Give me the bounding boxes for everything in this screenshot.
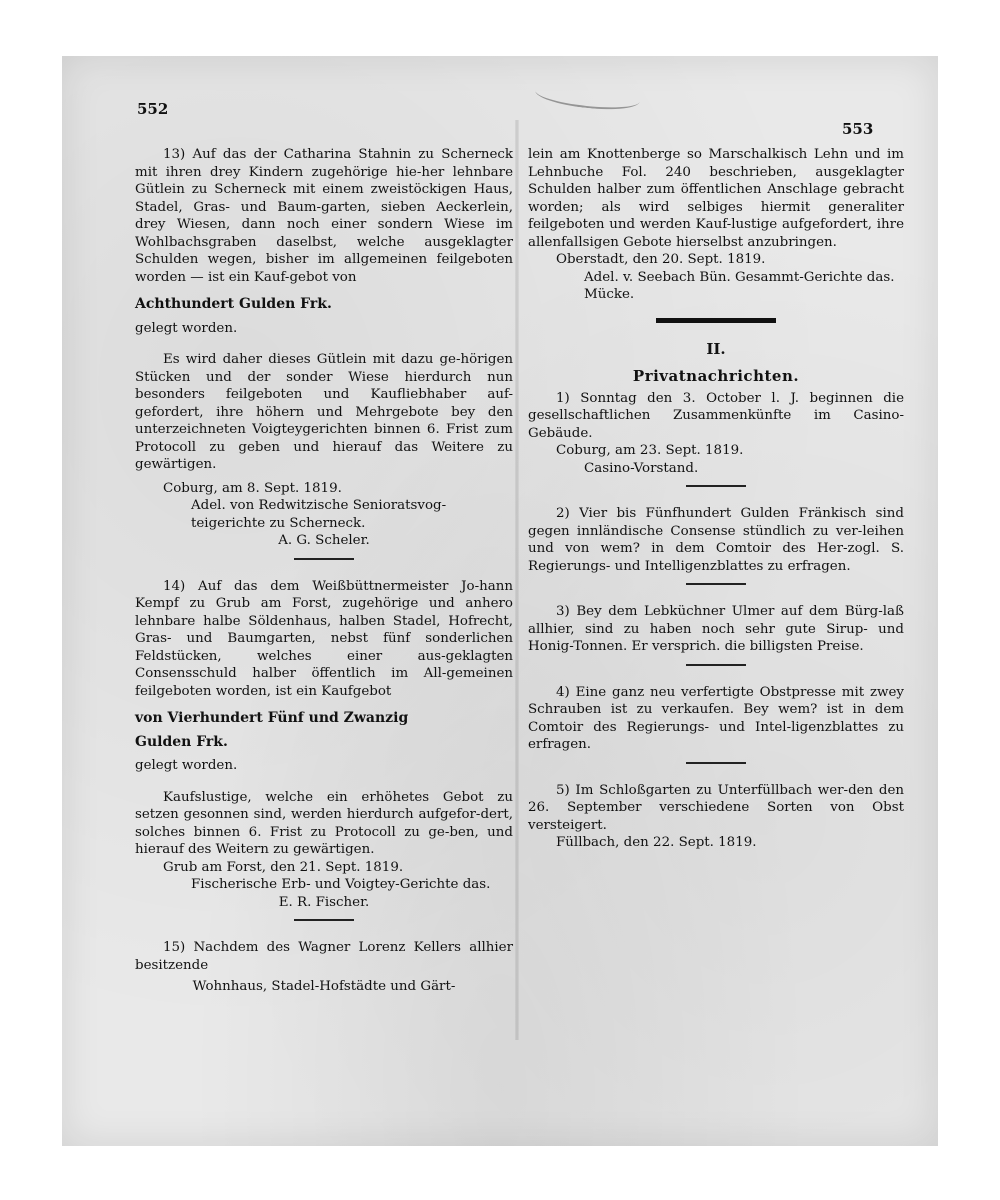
- item-14-sum-line-2: Gulden Frk.: [135, 733, 228, 750]
- item-15-continuation: lein am Knottenberge so Marschalkisch Lehn und im Lehnbuche Fol. 240 beschrieben, ausgeklagter Schulden halber zum öffentlichen Anschlage gebracht worden; als wird selbiges hiermit generaliter feilgeboten und werden Kauf-lustige aufgefordert, ihre allenfallsigen Gebote hierselbst anzubringen.: [528, 147, 904, 250]
- notice-1-text: 1) Sonntag den 3. October l. J. beginnen die gesellschaftlichen Zusammenkünfte im Casino-Gebäude.: [528, 390, 904, 441]
- item-13-paragraph-2: Es wird daher dieses Gütlein mit dazu ge-hörigen Stücken und der sonder Wiese hierdurch nun besonders feilgeboten und Kaufliebhaber auf-gefordert, ihre höhern und Mehrgebote bey den unterzeichneten Voigteygerichten binnen 6. Frist zum Protocoll zu geben und hierauf das Weitere zu gewärtigen.: [135, 352, 513, 472]
- item-13-signature-name: A. G. Scheler.: [278, 533, 370, 548]
- section-heading: Privatnachrichten.: [632, 367, 800, 385]
- notice-1-date: Coburg, am 23. Sept. 1819.: [556, 443, 744, 458]
- item-14-text: 14) Auf das dem Weißbüttnermeister Jo-hann Kempf zu Grub am Forst, zugehörige und anhero lehnbare halbe Söldenhaus, halben Stadel, Hofrecht, Gras- und Baumgarten, nebst fünf sonderlichen Feldstücken, welches einer aus-geklagten Consensschuld halber öffentlich im All-gemeinen feilgeboten worden, ist ein Kaufgebot: [135, 578, 513, 699]
- notice-5-text: 5) Im Schloßgarten zu Unterfüllbach wer-den den 26. September verschiedene Sorten von Obst versteigert.: [528, 782, 904, 833]
- item-15-text: 15) Nachdem des Wagner Lorenz Kellers allhier besitzende: [135, 940, 513, 973]
- item-14-signature-name: E. R. Fischer.: [278, 894, 370, 910]
- divider: [294, 558, 354, 560]
- item-14-sum-line-1: von Vierhundert Fünf und Zwanzig: [135, 710, 409, 726]
- item-13-text: 13) Auf das der Catharina Stahnin zu Scherneck mit ihren drey Kindern zugehörige hie-her lehnbare Gütlein zu Scherneck mit einem zweistöckigen Haus, Stadel, Gras- und Baum-garten, sieben Aeckerlein, drey Wiesen, dann noch einer sondern Wiese im Wohlbachsgraben daselbst, welche ausgeklagter Schulden wegen, bisher im allgemeinen feilgeboten worden — ist ein Kauf-gebot von: [135, 147, 513, 285]
- notice-2-text: 2) Vier bis Fünfhundert Gulden Fränkisch sind gegen innländische Consense stündlich zu ver-leihen und von wem? in dem Comtoir des Her-zogl. S. Regierungs- und Intelligenzblattes zu erfragen.: [528, 506, 904, 574]
- item-15-signature-court: Adel. v. Seebach Bün. Gesammt-Gerichte das.: [584, 269, 895, 285]
- item-13-date: Coburg, am 8. Sept. 1819.: [163, 480, 342, 496]
- item-13-signature-court: Adel. von Redwitzische Senioratsvog-teigerichte zu Scherneck.: [191, 498, 447, 531]
- right-column: [528, 146, 904, 852]
- page-number-left: 552: [137, 100, 169, 118]
- item-13-sum: Achthundert Gulden Frk.: [135, 296, 332, 312]
- divider: [686, 485, 746, 487]
- page-fold: [515, 120, 519, 1040]
- item-14-paragraph-2: Kaufslustige, welche ein erhöhetes Gebot zu setzen gesonnen sind, werden hierdurch aufgefor-dert, solches binnen 6. Frist zu Protocoll zu ge-ben, und hierauf des Weitern zu gewärtigen.: [135, 789, 513, 857]
- divider: [686, 762, 746, 764]
- item-15-signature-name: Mücke.: [584, 287, 635, 302]
- item-13-gelegt: gelegt worden.: [135, 320, 238, 336]
- item-14-gelegt: gelegt worden.: [135, 758, 238, 773]
- item-14-date: Grub am Forst, den 21. Sept. 1819.: [163, 859, 404, 875]
- notice-1-signature: Casino-Vorstand.: [584, 460, 699, 476]
- divider: [686, 583, 746, 585]
- divider: [686, 664, 746, 666]
- section-divider: [656, 318, 776, 323]
- item-14-signature-court: Fischerische Erb- und Voigtey-Gerichte das.: [191, 877, 491, 892]
- notice-5-date: Füllbach, den 22. Sept. 1819.: [556, 835, 757, 850]
- divider: [294, 919, 354, 921]
- left-column: [135, 146, 513, 996]
- page-number-right: 553: [842, 120, 874, 138]
- notice-4-text: 4) Eine ganz neu verfertigte Obstpresse mit zwey Schrauben ist zu verkaufen. Bey wem? ist in dem Comtoir des Regierungs- und Intel-ligenzblattes zu erfragen.: [528, 684, 904, 752]
- item-15-date: Oberstadt, den 20. Sept. 1819.: [556, 252, 766, 267]
- item-15-text-cont: Wohnhaus, Stadel-Hofstädte und Gärt-: [192, 979, 456, 994]
- notice-3-text: 3) Bey dem Lebküchner Ulmer auf dem Bürg-laß allhier, sind zu haben noch sehr gute Sirup- und Honig-Tonnen. Er versprich. die billigsten Preise.: [528, 604, 904, 654]
- section-number: II.: [706, 339, 726, 358]
